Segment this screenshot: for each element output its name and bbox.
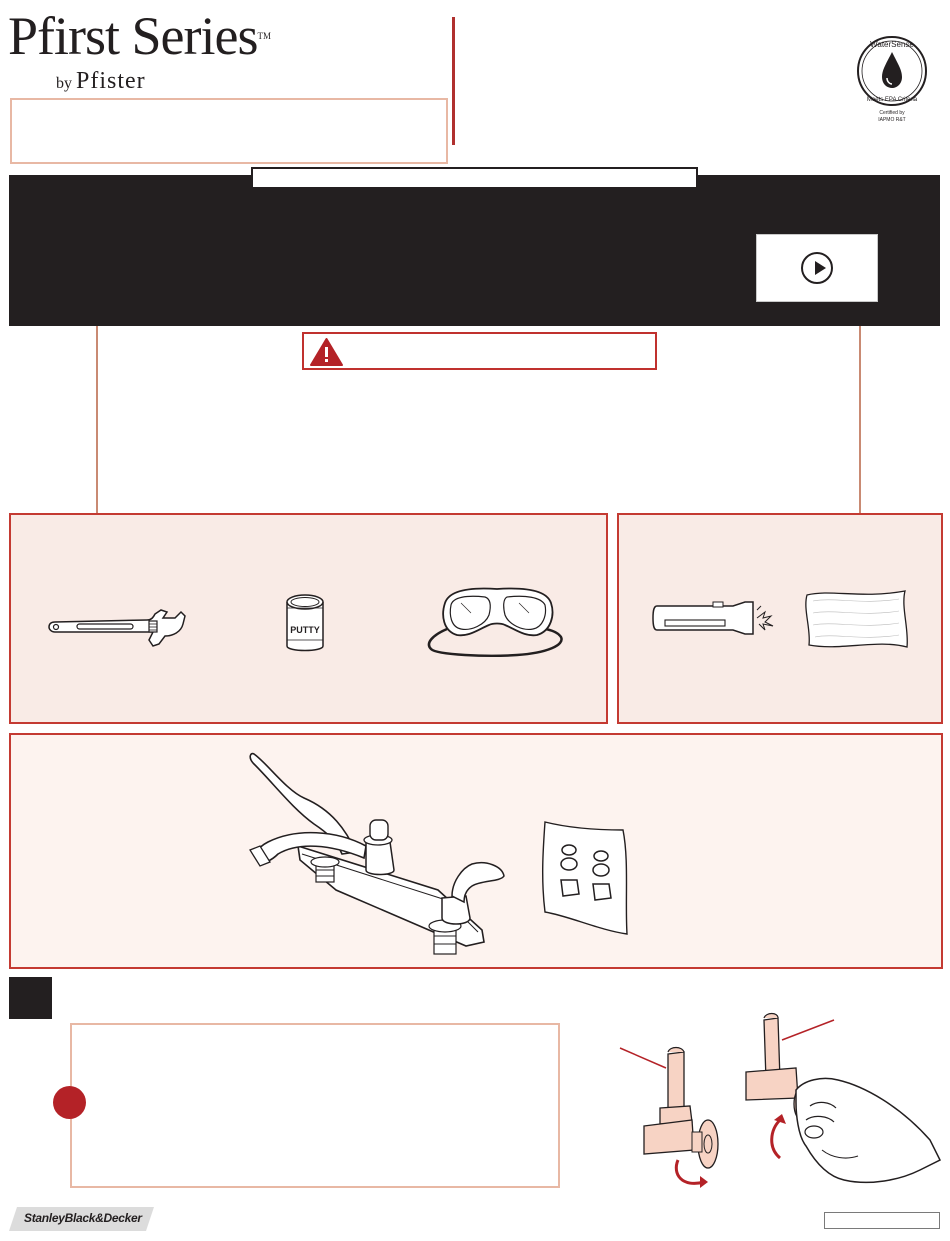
shut-off-valve-icon (600, 1010, 945, 1200)
parts-panel (9, 733, 943, 969)
putty-label: PUTTY (290, 625, 320, 635)
pfirst-series-logo (8, 6, 308, 101)
step-bullet-icon (53, 1086, 86, 1119)
banner-title-tab (251, 167, 698, 189)
warning-triangle-icon (310, 338, 343, 366)
product-title-box (10, 98, 448, 164)
logo-trademark: TM (257, 31, 271, 41)
plumbers-putty-icon (285, 592, 325, 654)
left-leader-line (96, 326, 98, 513)
cloth-icon (801, 589, 913, 651)
step-number-badge (9, 977, 52, 1019)
step-instruction-box (70, 1023, 560, 1188)
company-name: StanleyBlack&Decker (24, 1211, 142, 1225)
tools-required-panel (9, 513, 608, 724)
stanley-black-decker-logo (9, 1207, 154, 1231)
warning-box (302, 332, 657, 370)
watersense-badge (853, 34, 931, 124)
adjustable-wrench-icon (49, 610, 189, 650)
play-icon (801, 252, 833, 284)
right-leader-line (859, 326, 861, 513)
watersense-seal-icon (853, 34, 931, 124)
watch-video-button[interactable] (756, 234, 878, 302)
watersense-brand: WaterSense (870, 40, 914, 49)
watersense-cert-line2: IAPMO R&T (878, 117, 906, 123)
logo-series-name: Pfirst Series (8, 6, 258, 66)
logo-brand: Pfister (76, 68, 146, 94)
logo-by: by (56, 75, 72, 92)
document-code-box (824, 1212, 940, 1229)
watersense-tagline: Meets EPA Criteria (866, 97, 918, 103)
kitchen-faucet-icon (246, 750, 516, 960)
flashlight-icon (653, 600, 793, 636)
tools-optional-panel (617, 513, 943, 724)
header-divider (452, 17, 455, 145)
safety-goggles-icon (427, 585, 567, 657)
hardware-bag-icon (539, 820, 629, 936)
watersense-cert-line1: Certified by (879, 110, 905, 116)
